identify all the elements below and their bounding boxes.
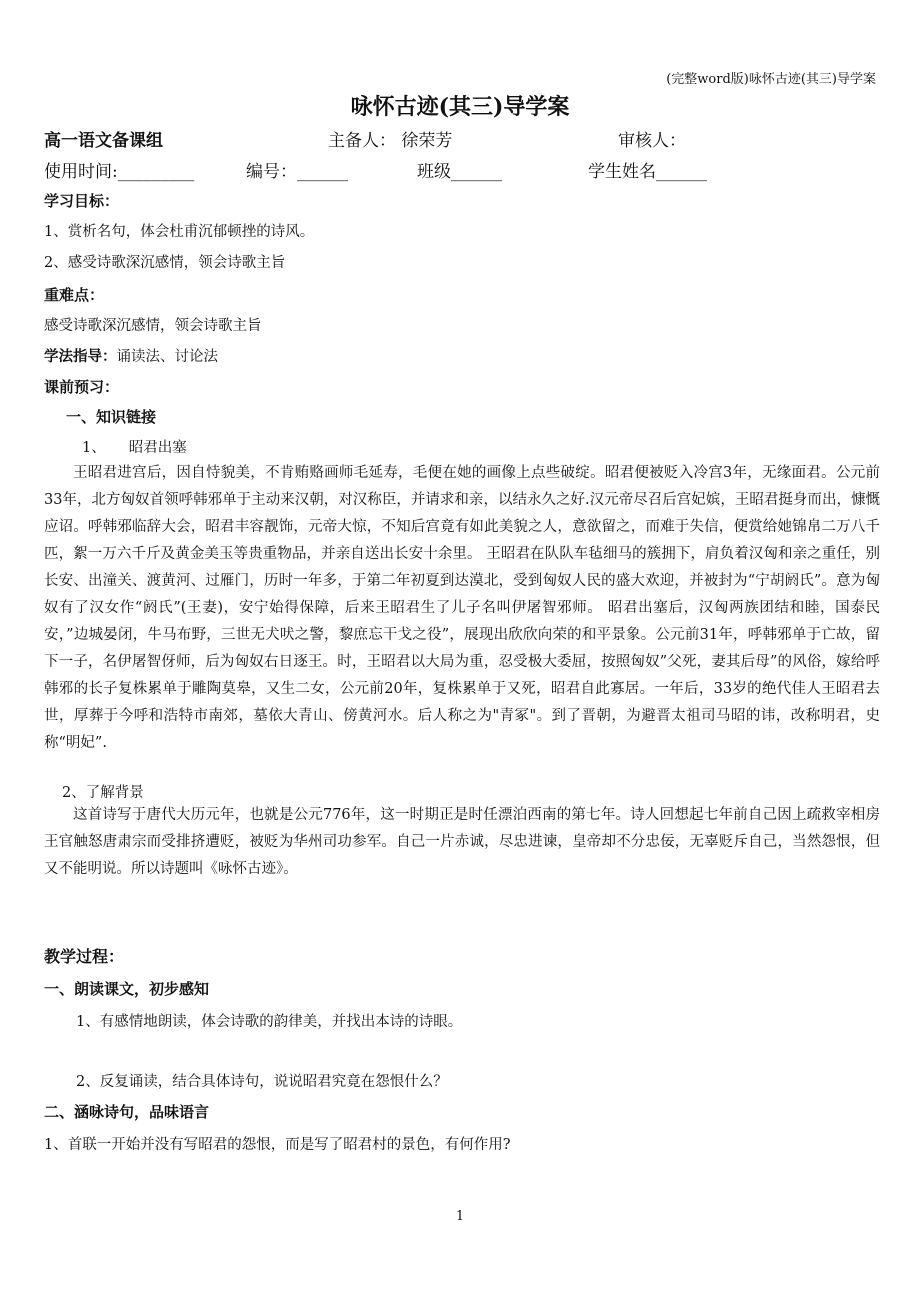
zhaojun-section-title: 1、 昭君出塞 <box>82 440 187 456</box>
method-text: 诵读法、讨论法 <box>116 349 218 365</box>
method-heading: 学法指导： <box>44 348 117 365</box>
question-3: 1、首联一开始并没有写昭君的怨恨，而是写了昭君村的景色，有何作用? <box>44 1137 511 1153</box>
zhaojun-paragraph: 王昭君进宫后，因自恃貌美，不肯贿赂画师毛延寿，毛便在她的画像上点些破绽。昭君便被贬入冷宫3年，无缘面君。公元前33年，北方匈奴首领呼韩邪单于主动来汉朝，对汉称臣，并请求和亲，以结永久之好.汉元帝尽召后宫妃嫔，王昭君挺身而出，慷慨应诏。呼韩邪临辞大会，昭君丰容靓饰，元帝大惊，不知后宫竟有如此美貌之人，意欲留之，而难于失信，便赏给她锦帛二万八千匹，絮一万六千斤及黄金美玉等贵重物品，并亲自送出长安十余里。 王昭君在队队车毡细马的簇拥下，肩负着汉匈和亲之重任，别长安、出潼关、渡黄河、过雁门，历时一年多，于第二年初夏到达漠北，受到匈奴人民的盛大欢迎，并被封为“宁胡阏氏”。意为匈奴有了汉女作“阏氏”(王妻)，安宁始得保障，后来王昭君生了儿子名叫伊屠智邪师。 昭君出塞后，汉匈两族团结和睦，国泰民安，”边城晏闭，牛马布野，三世无犬吠之警，黎庶忘干戈之役”，展现出欣欣向荣的和平景象。公元前31年，呼韩邪单于亡故，留下一子，名伊屠智伢师，后为匈奴右日逐王。时，王昭君以大局为重，忍受极大委屈，按照匈奴”父死，妻其后母”的风俗，嫁给呼韩邪的长子复株累单于雕陶莫皋，又生二女，公元前20年，复株累单于又死，昭君自此寡居。一年后，33岁的绝代佳人王昭君去世，厚葬于今呼和浩特市南郊，墓依大青山、傍黄河水。后人称之为"青冢"。到了晋朝，为避晋太祖司马昭的讳，改称明君，史称“明妃”. <box>44 465 880 751</box>
background-section-title: 2、了解背景 <box>62 785 144 801</box>
method-line <box>44 345 218 366</box>
document-title: 咏怀古迹(其三)导学案 <box>350 94 570 120</box>
teaching-heading: 教学过程： <box>44 947 125 966</box>
header-note: (完整word版)咏怀古迹(其三)导学案 <box>666 72 876 87</box>
use-time-field: 使用时间:_________ <box>44 162 195 182</box>
key-points-heading: 重难点： <box>44 286 105 304</box>
question-1: 1、有感情地朗读，体会诗歌的韵律美，并找出本诗的诗眼。 <box>76 1014 463 1030</box>
question-2: 2、反复诵读，结合具体诗句，说说昭君究竟在怨恨什么？ <box>76 1074 448 1090</box>
page-number: 1 <box>455 1209 465 1224</box>
objective-item: 1、赏析名句，体会杜甫沉郁顿挫的诗风。 <box>44 224 315 240</box>
knowledge-link-heading: 一、知识链接 <box>66 408 157 426</box>
objective-item: 2、感受诗歌深沉感情，领会诗歌主旨 <box>44 255 286 271</box>
preview-heading: 课前预习： <box>44 378 120 396</box>
prep-group: 高一语文备课组 <box>44 131 163 151</box>
student-name-field: 学生姓名______ <box>588 162 707 182</box>
background-paragraph: 这首诗写于唐代大历元年，也就是公元776年，这一时期正是时任漂泊西南的第七年。诗人回想起七年前自己因上疏救宰相房王官触怒唐肃宗而受排挤遭贬，被贬为华州司功参军。自己一片赤诚，尽忠进谏，皇帝却不分忠佞，无辜贬斥自己，当然怨恨，但又不能明说。所以诗题叫《咏怀古迹》。 <box>44 807 880 877</box>
class-field: 班级______ <box>417 162 502 182</box>
preparer: 主备人： 徐荣芳 <box>328 131 453 151</box>
objectives-heading: 学习目标： <box>44 192 120 210</box>
part1-heading: 一、朗读课文，初步感知 <box>44 980 210 998</box>
key-points-text: 感受诗歌深沉感情，领会诗歌主旨 <box>44 318 262 334</box>
reviewer: 审核人： <box>618 131 686 151</box>
number-field: 编号：______ <box>246 162 348 182</box>
part2-heading: 二、涵咏诗句，品味语言 <box>44 1103 210 1121</box>
